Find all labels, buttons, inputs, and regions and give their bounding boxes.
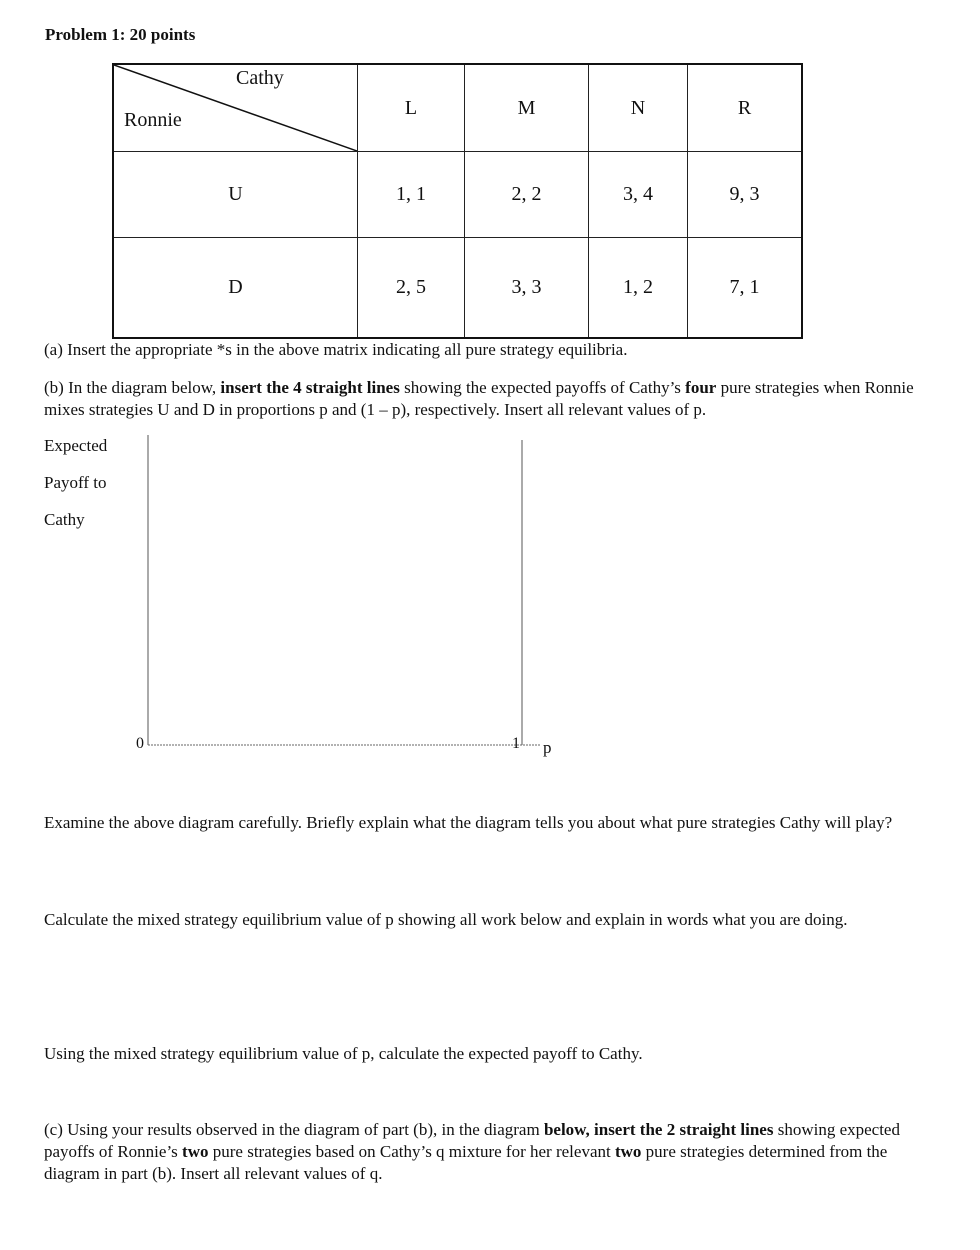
part-b-mid1: showing the expected payoffs of Cathy’s	[399, 378, 686, 397]
matrix-row-D	[113, 238, 802, 338]
part-b-mid2: pure strategies when Ronnie mixes strategies U and D in proportions p and (1 – p), respectively. Insert all relevant values of p.	[44, 378, 914, 419]
part-c-bold-two-a: two	[182, 1142, 209, 1161]
payoff-question: Using the mixed strategy equilibrium value of p, calculate the expected payoff to Cathy.	[44, 1044, 643, 1063]
problem-title: Problem 1: 20 points	[45, 25, 196, 44]
matrix-header-row	[113, 64, 802, 152]
payoff-cell-D-N: 1, 2	[589, 238, 688, 338]
row-label-D: D	[113, 238, 358, 338]
examine-question: Examine the above diagram carefully. Briefly explain what the diagram tells you about what pure strategies Cathy will play?	[44, 813, 893, 832]
part-c-mid1: showing expected payoffs of Ronnie’s	[44, 1120, 900, 1161]
diagram-ylabel-line1: Expected	[44, 436, 108, 455]
part-c-bold-two-b: two	[614, 1142, 642, 1161]
matrix-corner-cell	[113, 64, 358, 152]
diagram-ylabel-line3: Cathy	[44, 510, 85, 529]
payoff-cell-D-M: 3, 3	[465, 238, 589, 338]
payoff-cell-D-R: 7, 1	[688, 238, 803, 338]
payoff-cell-D-L: 2, 5	[358, 238, 465, 338]
payoff-cell-U-L: 1, 1	[358, 152, 465, 238]
part-c-pre: (c) Using your results observed in the diagram of part (b), in the diagram	[44, 1120, 544, 1139]
column-header-M: M	[465, 64, 589, 152]
row-label-U: U	[113, 152, 358, 238]
origin-label: 0	[136, 735, 144, 752]
part-b-bold-four: four	[685, 378, 717, 397]
matrix-row-U	[113, 152, 802, 238]
column-header-R: R	[688, 64, 803, 152]
column-player-label: Cathy	[236, 67, 284, 89]
part-c-text	[44, 1119, 914, 1185]
payoff-cell-U-R: 9, 3	[688, 152, 803, 238]
part-b-pre: (b) In the diagram below,	[44, 378, 221, 397]
payoff-cell-U-M: 2, 2	[465, 152, 589, 238]
payoff-cell-U-N: 3, 4	[589, 152, 688, 238]
part-a-text: (a) Insert the appropriate *s in the above matrix indicating all pure strategy equilibria.	[44, 340, 628, 359]
row-player-label: Ronnie	[124, 109, 182, 131]
column-header-N: N	[589, 64, 688, 152]
payoff-diagram-axes	[130, 430, 580, 765]
part-b-text	[44, 377, 914, 421]
p-axis-label: p	[543, 738, 552, 757]
p-one-label: 1	[512, 735, 520, 752]
calculate-question: Calculate the mixed strategy equilibrium value of p showing all work below and explain in words what you are doing.	[44, 910, 848, 929]
payoff-matrix	[112, 63, 803, 339]
part-c-mid2: pure strategies based on Cathy’s q mixture for her relevant	[208, 1142, 615, 1161]
column-header-L: L	[358, 64, 465, 152]
diagram-ylabel-line2: Payoff to	[44, 473, 107, 492]
part-b-bold-lines: insert the 4 straight lines	[220, 378, 400, 397]
part-c-post: pure strategies determined from the diagram in part (b). Insert all relevant values of q.	[44, 1142, 888, 1183]
part-c-bold-lines: below, insert the 2 straight lines	[543, 1120, 774, 1139]
